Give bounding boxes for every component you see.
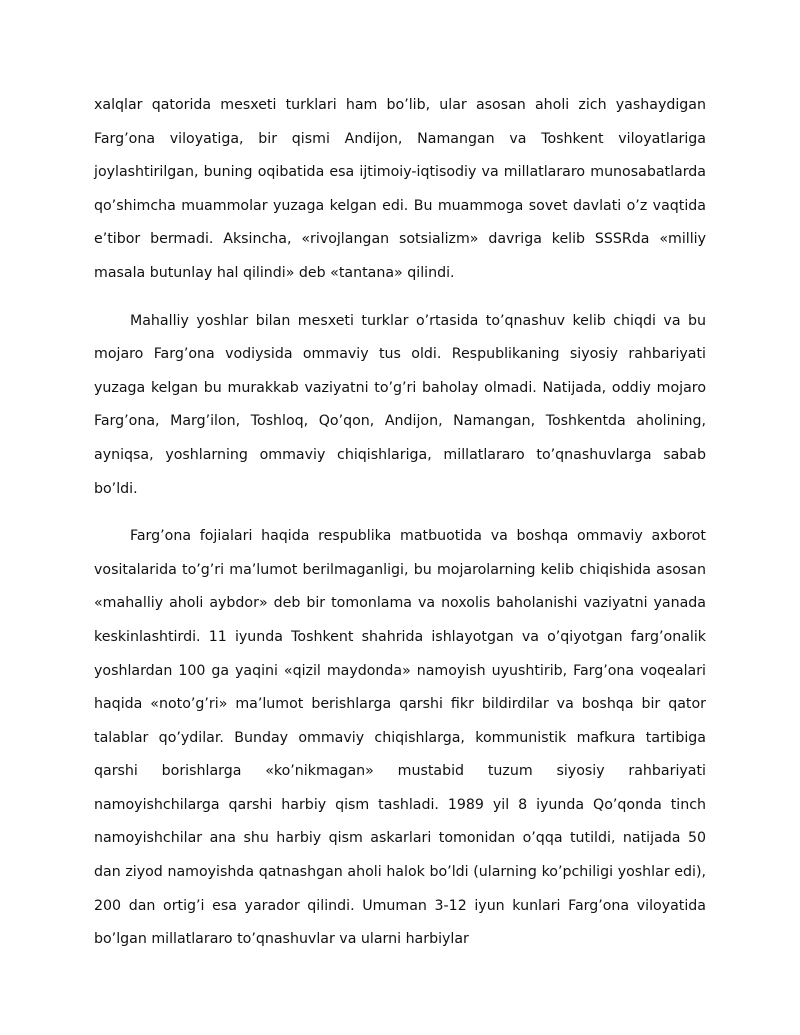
paragraph-continuation: xalqlar qatorida mesxeti turklari ham bo’lib, ular asosan aholi zich yashaydigan Farg’ona viloyatiga, bir qismi Andijon, Namangan va Toshkent viloyatlariga joylashtirilgan, buning oqibatida esa ijtimoiy-iqtisodiy va millatlararo munosabatlarda qo’shimcha muammolar yuzaga kelgan edi. Bu muammoga sovet davlati o’z vaqtida e’tibor bermadi. Aksincha, «rivojlangan sotsializm» davriga kelib SSSRda «milliy masala butunlay hal qilindi» deb «tantana» qilindi.	[94, 97, 706, 281]
paragraph-fergana-events: Farg’ona fojialari haqida respublika matbuotida va boshqa ommaviy axborot vositalarida to’g’ri ma’lumot berilmaganligi, bu mojarolarning kelib chiqishida asosan «mahalliy aholi aybdor» deb bir tomonlama va noxolis baholanishi vaziyatni yanada keskinlashtirdi. 11 iyunda Toshkent shahrida ishlayotgan va o’qiyotgan farg’onalik yoshlardan 100 ga yaqini «qizil maydonda» namoyish uyushtirib, Farg’ona voqealari haqida «noto’g’ri» ma’lumot berishlarga qarshi fikr bildirdilar va boshqa bir qator talablar qo’ydilar. Bunday ommaviy chiqishlarga, kommunistik mafkura tartibiga qarshi borishlarga «ko’nikmagan» mustabid tuzum siyosiy rahbariyati namoyishchilarga qarshi harbiy qism tashladi. 1989 yil 8 iyunda Qo’qonda tinch namoyishchilar ana shu harbiy qism askarlari tomonidan o’qqa tutildi, natijada 50 dan ziyod namoyishda qatnashgan aholi halok bo’ldi (ularning ko’pchiligi yoshlar edi), 200 dan ortig’i esa yarador qilindi. Umuman 3-12 iyun kunlari Farg’ona viloyatida bo’lgan millatlararo to’qnashuvlar va ularni harbiylar	[94, 528, 706, 948]
document-page	[94, 89, 706, 971]
paragraph-clash: Mahalliy yoshlar bilan mesxeti turklar o’rtasida to’qnashuv kelib chiqdi va bu mojaro Farg’ona vodiysida ommaviy tus oldi. Respublikaning siyosiy rahbariyati yuzaga kelgan bu murakkab vaziyatni to’g’ri baholay olmadi. Natijada, oddiy mojaro Farg’ona, Marg’ilon, Toshloq, Qo’qon, Andijon, Namangan, Toshkentda aholining, ayniqsa, yoshlarning ommaviy chiqishlariga, millatlararo to’qnashuvlarga sabab bo’ldi.	[94, 312, 706, 497]
